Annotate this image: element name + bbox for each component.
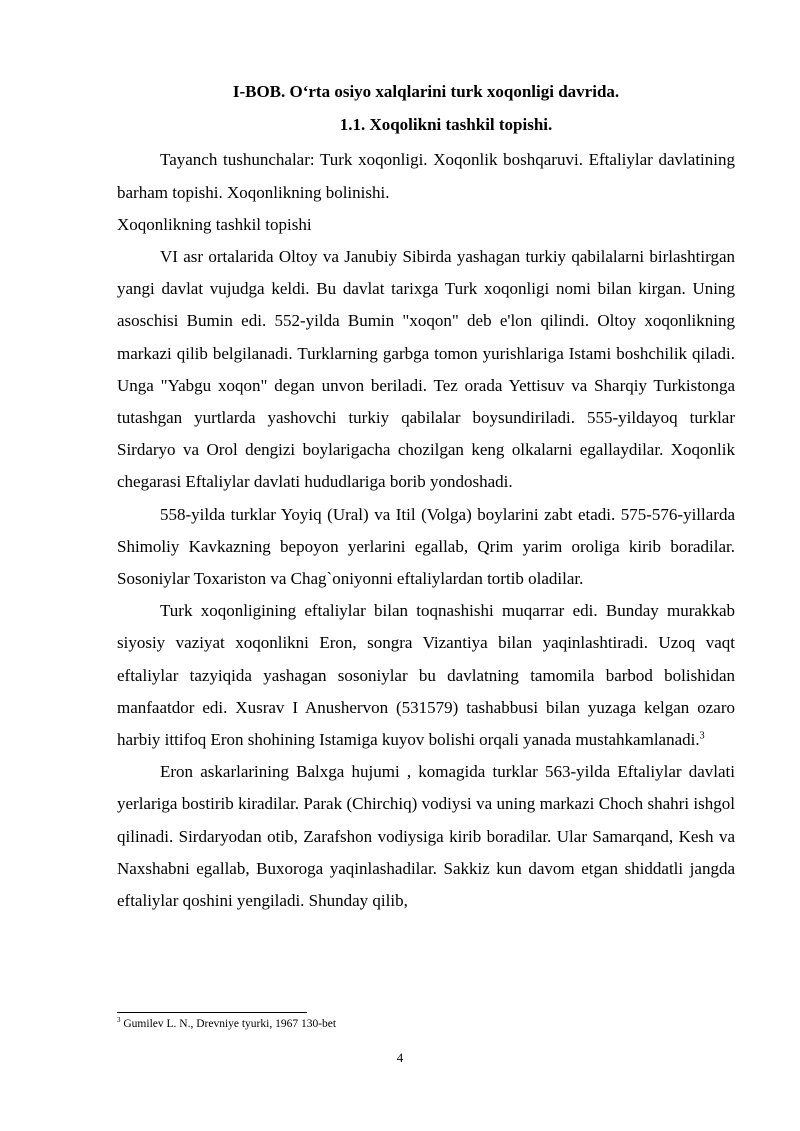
body-paragraph: Eron askarlarining Balxga hujumi , komagida turklar 563-yilda Eftaliylar davlati yerlariga bostirib kiradilar. Parak (Chirchiq) vodiysi va uning markazi Choch shahri ishgol qilinadi. Sirdaryodan otib, Zarafshon vodiysiga kirib boradilar. Ular Samarqand, Kesh va Naxshabni egallab, Buxoroga yaqinlashadilar. Sakkiz kun davom etgan shiddatli jangda eftaliylar qoshini yengiladi. Shunday qilib,: [117, 762, 735, 911]
footnote-divider: [117, 1012, 307, 1013]
subsection-title: Xoqonlikning tashkil topishi: [117, 214, 312, 234]
chapter-title: I-BOB. O‘rta osiyo xalqlarini turk xoqonligi davrida.: [232, 82, 620, 101]
footnote-marker: 3: [117, 1016, 121, 1025]
body-paragraph: 558-yilda turklar Yoyiq (Ural) va Itil (Volga) boylarini zabt etadi. 575-576-yillarda Shimoliy Kavkazning bepoyon yerlarini egallab, Qrim yarim oroliga kirib boradilar. Sosoniylar Toxariston va Chag`oniyonni eftaliylardan tortib oladilar.: [117, 504, 735, 589]
paragraph-text: Turk xoqonligining eftaliylar bilan toqnashishi muqarrar edi. Bunday murakkab siyosiy vaziyat xoqonlikni Eron, songra Vizantiya bilan yaqinlashtiradi. Uzoq vaqt eftaliylar tazyiqida yashagan sosoniylar bu davlatning tamomila barbod bolishidan manfaatdor edi. Xusrav I Anushervon (531579) tashabbusi bilan yuzaga kelgan ozaro harbiy ittifoq Eron shohining Istamiga kuyov bolishi orqali yanada mustahkamlanadi.: [117, 601, 735, 750]
key-concepts-paragraph: Tayanch tushunchalar: Turk xoqonligi. Xoqonlik boshqaruvi. Eftaliylar davlatining barham topishi. Xoqonlikning bolinishi.: [117, 150, 735, 202]
footnote: [117, 1017, 336, 1031]
footnote-reference[interactable]: 3: [699, 730, 705, 742]
page-body: [117, 76, 735, 917]
page-number: 4: [396, 1050, 404, 1065]
footnote-text: Gumilev L. N., Drevniye tyurki, 1967 130-bet: [123, 1018, 337, 1030]
body-paragraph: VI asr ortalarida Oltoy va Janubiy Sibirda yashagan turkiy qabilalarni birlashtirgan yangi davlat vujudga keldi. Bu davlat tarixga Turk xoqonligi nomi bilan kirgan. Uning asoschisi Bumin edi. 552-yilda Bumin "xoqon" deb e'lon qilindi. Oltoy xoqonlikning markazi qilib belgilanadi. Turklarning garbga tomon yurishlariga Istami boshchilik qiladi. Unga "Yabgu xoqon" degan unvon beriladi. Tez orada Yettisuv va Sharqiy Turkistonga tutashgan yurtlarda yashovchi turkiy qabilalar boysundiriladi. 555-yildayoq turklar Sirdaryo va Orol dengizi boylarigacha chozilgan keng olkalarni egallaydilar. Xoqonlik chegarasi Eftaliylar davlati hududlariga borib yondoshadi.: [117, 247, 735, 492]
section-title: 1.1. Xoqolikni tashkil topishi.: [339, 115, 553, 135]
body-paragraph: [117, 595, 735, 756]
